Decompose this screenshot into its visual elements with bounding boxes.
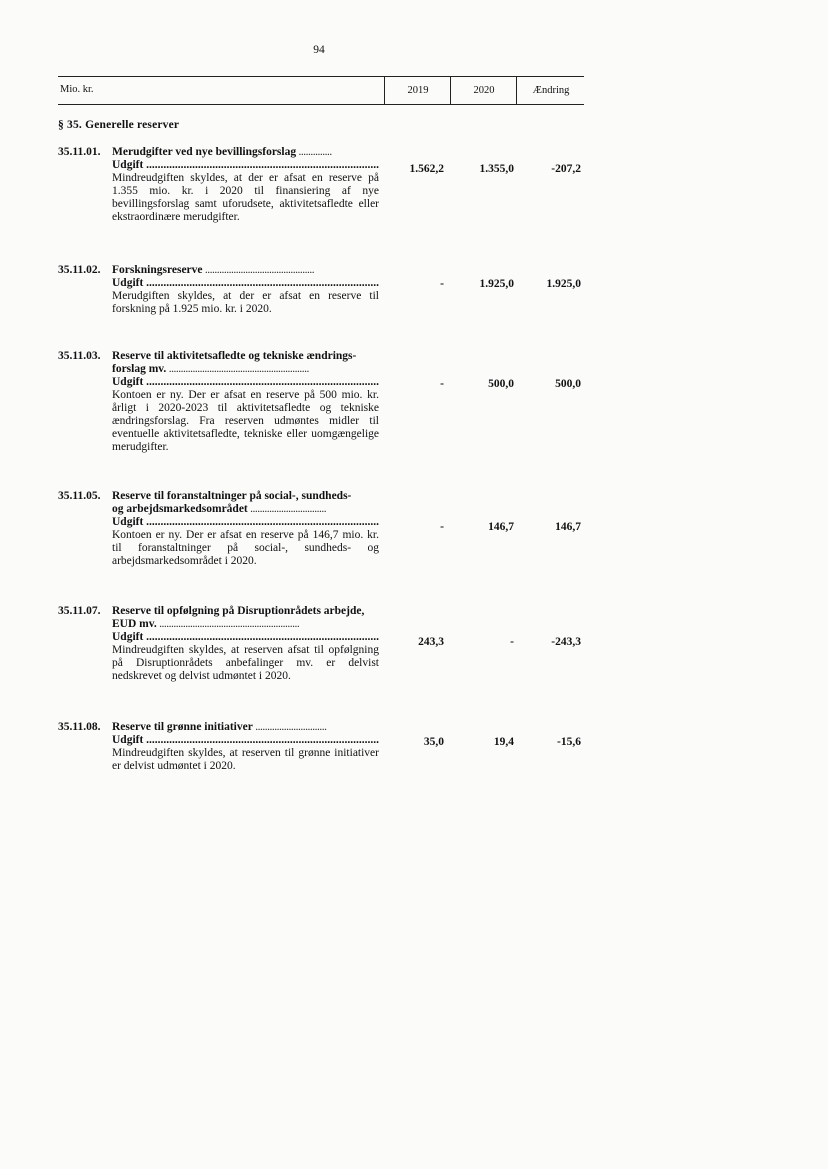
value-2019: 35,0	[423, 736, 444, 748]
entry-title: Reserve til foranstaltninger på social-, sundheds- og arbejdsmarkedsområdet ................................	[112, 490, 352, 515]
entry-title: Merudgifter ved nye bevillingsforslag ..............	[112, 146, 332, 158]
column-header-2020: 2020	[450, 77, 517, 104]
value-2020: 1.925,0	[479, 278, 514, 290]
expense-label: Udgift .................................................................................	[112, 516, 379, 528]
column-header-2019: 2019	[384, 77, 451, 104]
entry-description: Mindreudgiften skyldes, at der er afsat en reserve på 1.355 mio. kr. i 2020 til finansiering af nye bevillingsforslag samt uforudsete, aktivitetsafledte eller ekstraordinære merudgifter.	[112, 172, 379, 223]
entry-description: Mindreudgiften skyldes, at reserven afsat til opfølgning på Disruptionrådets anbefalinger mv. er delvist nedskrevet og delvist udmøntet i 2020.	[112, 644, 379, 682]
entry-description: Mindreudgiften skyldes, at reserven til grønne initiativer er delvist udmøntet i 2020.	[112, 747, 379, 772]
value-2019: -	[440, 278, 444, 290]
entry-description: Merudgiften skyldes, at der er afsat en reserve til forskning på 1.925 mio. kr. i 2020.	[112, 290, 379, 315]
expense-label: Udgift .................................................................................	[112, 631, 379, 643]
value-change: -207,2	[551, 163, 581, 175]
entry-title: Reserve til aktivitetsafledte og tekniske ændrings- forslag mv. ...........................................................	[112, 350, 357, 375]
value-change: -243,3	[551, 636, 581, 648]
value-2020: 19,4	[493, 736, 514, 748]
value-change: -15,6	[557, 736, 581, 748]
entry-description: Kontoen er ny. Der er afsat en reserve på 146,7 mio. kr. til foranstaltninger på social-, sundheds- og arbejdsmarkedsområdet i 2020.	[112, 529, 379, 567]
value-2020: 500,0	[488, 378, 514, 390]
account-code: 35.11.02.	[58, 264, 101, 276]
unit-label: Mio. kr.	[60, 84, 94, 95]
account-code: 35.11.01.	[58, 146, 101, 158]
value-2019: 243,3	[418, 636, 444, 648]
value-2019: 1.562,2	[409, 163, 444, 175]
value-2020: -	[510, 636, 514, 648]
value-change: 500,0	[555, 378, 581, 390]
account-code: 35.11.07.	[58, 605, 101, 617]
column-header-change: Ændring	[516, 77, 585, 104]
expense-label: Udgift .................................................................................	[112, 734, 379, 746]
account-code: 35.11.03.	[58, 350, 101, 362]
table-header	[58, 76, 584, 105]
account-code: 35.11.05.	[58, 490, 101, 502]
entry-title: Forskningsreserve ..............................................	[112, 264, 315, 276]
entry-title: Reserve til grønne initiativer ..............................	[112, 721, 327, 733]
expense-label: Udgift .................................................................................	[112, 159, 379, 171]
value-change: 146,7	[555, 521, 581, 533]
entry-title: Reserve til opfølgning på Disruptionrådets arbejde, EUD mv. ...........................................................	[112, 605, 365, 630]
page-number: 94	[313, 44, 325, 56]
value-2020: 146,7	[488, 521, 514, 533]
expense-label: Udgift .................................................................................	[112, 376, 379, 388]
entry-description: Kontoen er ny. Der er afsat en reserve på 500 mio. kr. årligt i 2020-2023 til aktivitetsafledte og tekniske ændringsforslag. Fra reserven udmøntes midler til eventuelle aktivitetsafledte, tekniske eller uomgængelige merudgifter.	[112, 389, 379, 453]
value-2020: 1.355,0	[479, 163, 514, 175]
expense-label: Udgift .................................................................................	[112, 277, 379, 289]
section-heading: § 35. Generelle reserver	[58, 119, 180, 131]
account-code: 35.11.08.	[58, 721, 101, 733]
value-change: 1.925,0	[546, 278, 581, 290]
value-2019: -	[440, 378, 444, 390]
value-2019: -	[440, 521, 444, 533]
